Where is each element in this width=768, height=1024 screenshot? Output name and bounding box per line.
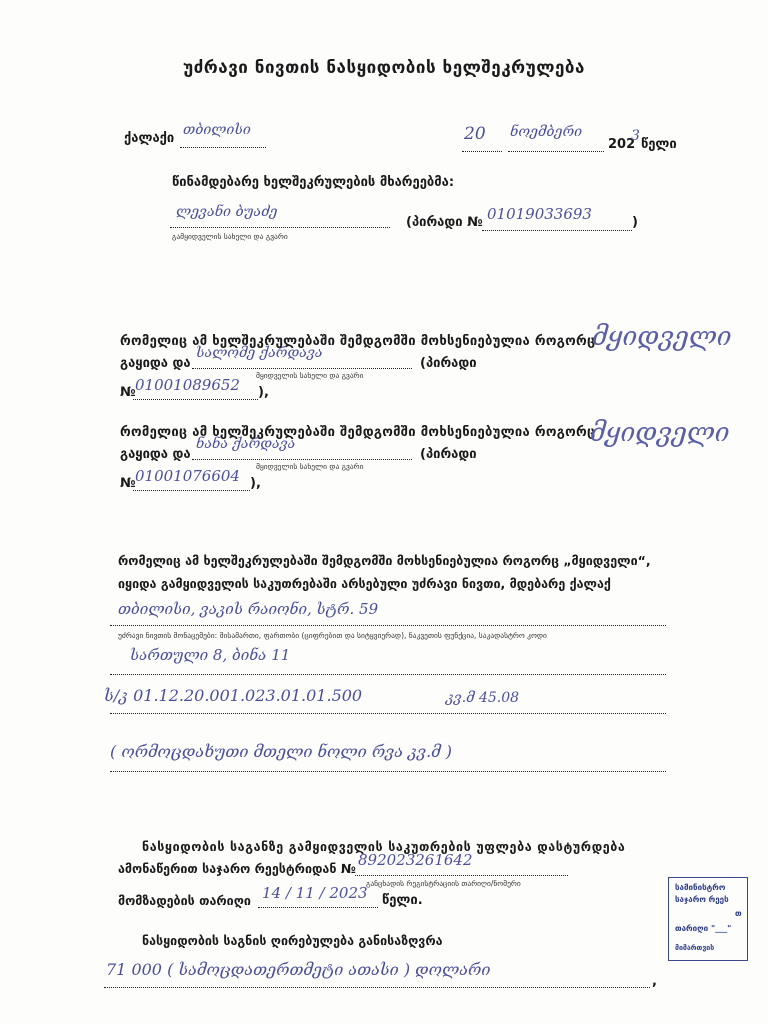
date-day-underline: [462, 150, 502, 152]
property-address-underline: [110, 624, 666, 626]
buyer2-id-open: (პირადი: [420, 447, 477, 462]
date-month-underline: [508, 150, 604, 152]
year-suffix: 3: [631, 128, 640, 144]
buyer2-intro-text: რომელიც ამ ხელშეკრულებაში შემდგომში მოხსენიებულია როგორც: [120, 425, 596, 440]
property-location-text: იყიდა გამყიდველის საკუთრებაში არსებული უძრავი ნივთი, მდებარე ქალაქ: [118, 576, 611, 591]
registry-stamp: [668, 877, 748, 961]
buyer1-role: მყიდველი: [592, 322, 732, 352]
price-underline: [104, 986, 650, 988]
property-area: კვ.მ 45.08: [446, 690, 520, 706]
property-intro-text: რომელიც ამ ხელშეკრულებაში შემდგომში მოხსენიებულია როგორც „მყიდველი“,: [118, 553, 651, 568]
seller-name-caption: გამყიდველის სახელი და გვარი: [172, 232, 288, 241]
registry-caption: განცხადის რეგისტრაციის თარიღი/ნომერი: [366, 879, 521, 888]
prep-date-label: მომზადების თარიღი: [118, 893, 251, 908]
registry-extract-text: ამონაწერით საჯარო რეესტრიდან №: [118, 861, 356, 876]
prep-date-suffix: წელი.: [382, 893, 423, 908]
buyer2-role: მყიდველი: [590, 418, 730, 448]
date-month: ნოემბერი: [510, 124, 583, 140]
buyer1-intro-text: რომელიც ამ ხელშეკრულებაში შემდგომში მოხსენიებულია როგორც: [120, 334, 596, 349]
registry-number-underline: [355, 874, 568, 876]
intro-text: წინამდებარე ხელშეკრულების მხარეებმა:: [172, 175, 455, 190]
stamp-line-1: სამინისტრო: [675, 883, 726, 892]
buyer2-name: ნანა ქარდავა: [196, 436, 296, 452]
buyer2-name-caption: მყიდველის სახელი და გვარი: [256, 462, 364, 471]
seller-name-underline: [170, 226, 390, 228]
property-area-words-underline: [110, 770, 666, 772]
property-area-words: ( ორმოცდახუთი მთელი ნოლი რვა კვ.მ ): [110, 742, 453, 761]
buyer1-id-value: 01001089652: [135, 376, 240, 394]
property-cadastral-code: ს/კ 01.12.20.001.023.01.01.500: [104, 686, 363, 705]
registry-number: 892023261642: [358, 851, 473, 869]
seller-id-close: ): [632, 215, 638, 230]
seller-id-label: (პირადი №: [406, 215, 483, 230]
buyer1-id-suffix: ),: [258, 385, 269, 400]
buyer1-id-prefix: №: [120, 385, 136, 400]
buyer2-id-value: 01001076604: [135, 467, 240, 485]
prep-date-value: 14 / 11 / 2023: [262, 884, 368, 902]
city-label: ქალაქი: [124, 131, 175, 146]
property-floor-underline: [110, 673, 666, 675]
buyer1-name-underline: [192, 367, 412, 369]
buyer2-id-suffix: ),: [250, 476, 261, 491]
buyer2-sold-text: გაყიდა და: [120, 447, 191, 462]
property-floor: სართული 8, ბინა 11: [130, 646, 291, 664]
price-end: ,: [652, 974, 657, 989]
date-day: 20: [464, 124, 486, 144]
year-word: წელი: [641, 137, 677, 152]
buyer1-name: სალომე ქარდავა: [196, 345, 323, 361]
buyer2-id-prefix: №: [120, 476, 136, 491]
buyer1-id-underline: [133, 398, 258, 400]
buyer1-name-caption: მყიდველის სახელი და გვარი: [256, 371, 364, 380]
price-label: ნასყიდობის საგნის ღირებულება განისაზღვრა: [142, 933, 443, 948]
property-caption: უძრავი ნივთის მონაცემები: მისამართი, ფართობი (ციფრებით და სიტყვიერად), ნაკვეთის ფუნქცია, საკადასტრო კოდი: [118, 631, 547, 640]
seller-id-underline: [482, 229, 632, 231]
buyer2-name-underline: [192, 458, 412, 460]
seller-id-value: 01019033693: [487, 205, 592, 223]
stamp-line-5: მიმართვის: [675, 944, 715, 952]
document-title: უძრავი ნივთის ნასყიდობის ხელშეკრულება: [183, 58, 585, 78]
price-value: 71 000 ( სამოცდათერთმეტი ათასი ) დოლარი: [106, 960, 491, 979]
property-code-underline: [110, 712, 666, 714]
property-address: თბილისი, ვაკის რაიონი, სტრ. 59: [118, 600, 379, 618]
year-prefix: 202: [608, 137, 636, 152]
city-value: თბილისი: [183, 122, 251, 138]
buyer1-id-open: (პირადი: [420, 356, 477, 371]
city-underline: [180, 146, 266, 148]
buyer2-id-underline: [133, 489, 250, 491]
seller-name: ლევანი ბუაძე: [176, 204, 278, 220]
prep-date-underline: [258, 906, 378, 908]
stamp-line-4: თარიღი "___": [675, 924, 732, 933]
registry-text: ნასყიდობის საგანზე გამყიდველის საკუთრების უფლება დასტურდება: [142, 839, 626, 854]
stamp-line-2: საჯარო რეეს: [675, 895, 729, 904]
stamp-line-3: თ: [735, 909, 742, 918]
buyer1-sold-text: გაყიდა და: [120, 356, 191, 371]
